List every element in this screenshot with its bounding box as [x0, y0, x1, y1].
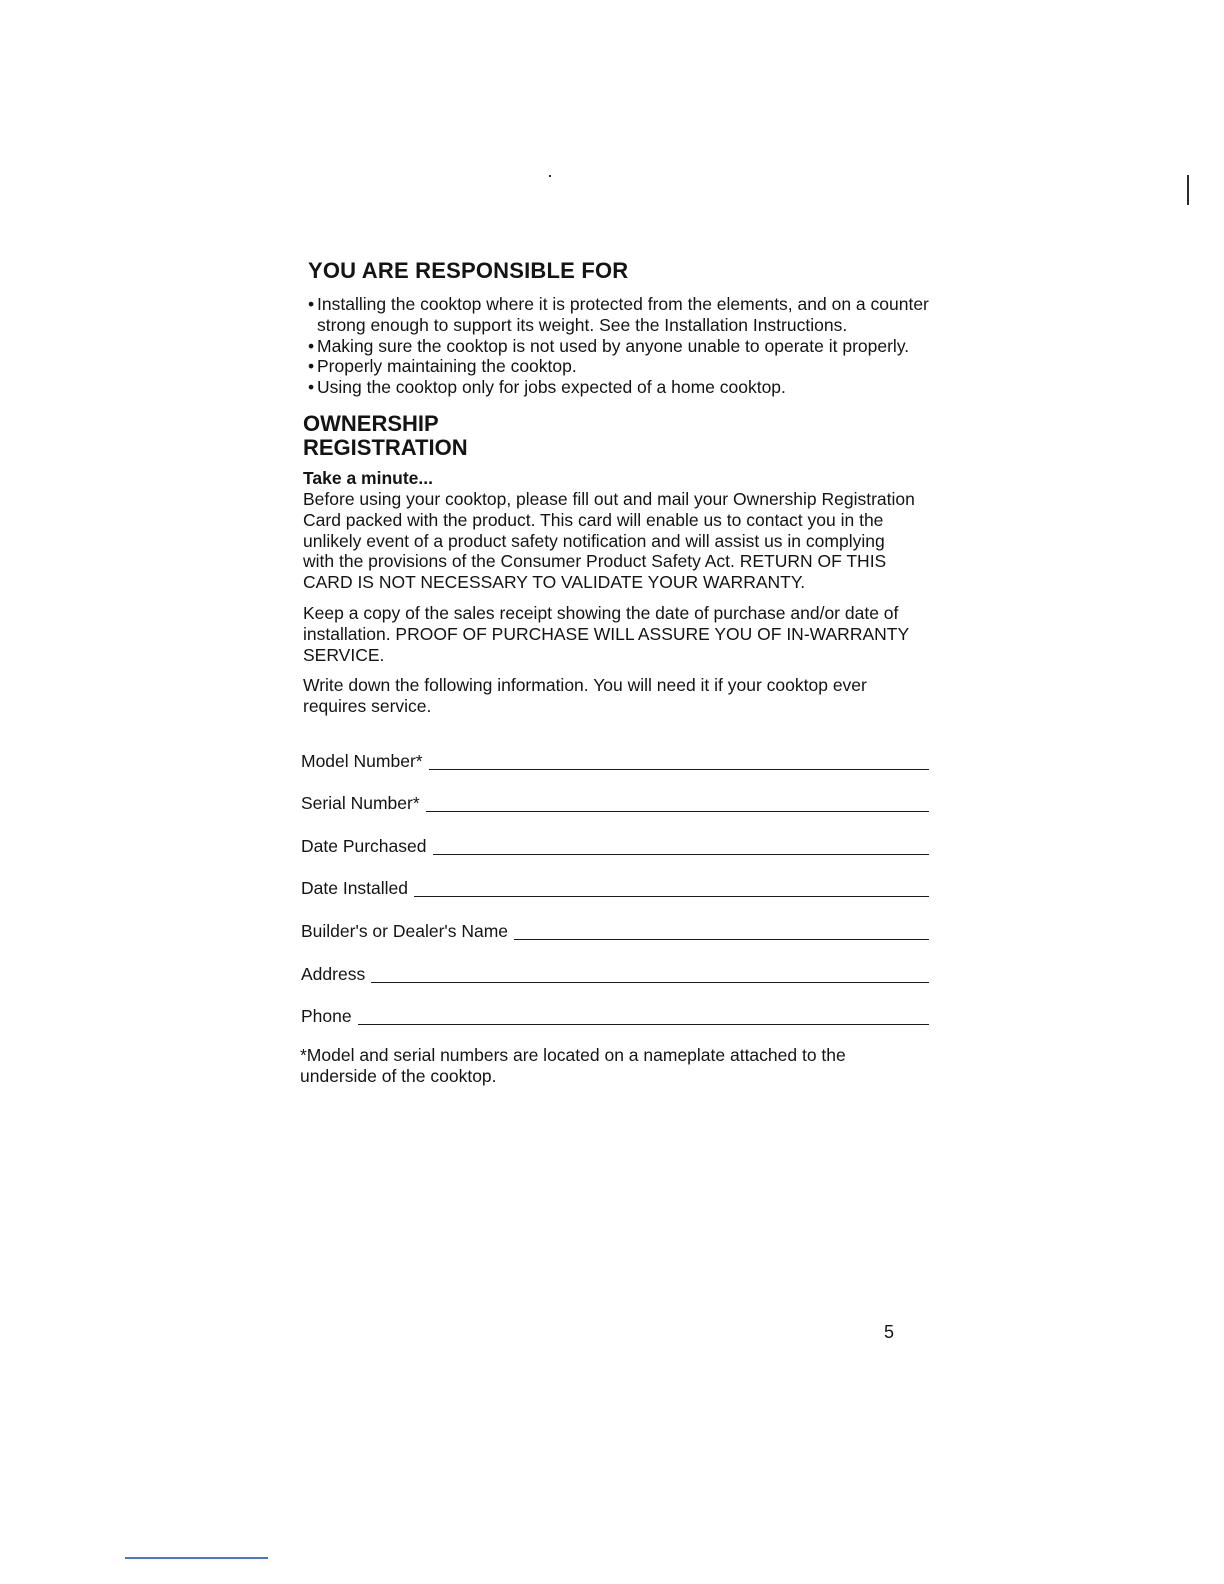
- bullet: •: [308, 294, 315, 314]
- date-installed-field[interactable]: [414, 895, 929, 897]
- list-item: [308, 336, 950, 357]
- dealer-name-row: [301, 903, 929, 946]
- date-installed-label: Date Installed: [301, 878, 409, 899]
- scan-mark-line: [1187, 175, 1189, 205]
- list-item-text: Installing the cooktop where it is protected from the elements, and on a counter strong enough to support its weight. See the Installation Instructions.: [317, 294, 929, 335]
- phone-row: [301, 989, 929, 1032]
- address-row: [301, 946, 929, 989]
- serial-number-field[interactable]: [426, 810, 929, 812]
- registration-paragraph: Before using your cooktop, please fill out and mail your Ownership Registration Card packed with the product. This card will enable us to contact you in the unlikely event of a product safety notification and will assist us in complying with the provisions of the Consumer Product Safety Act. RETURN OF THIS CARD IS NOT NECESSARY TO VALIDATE YOUR WARRANTY.: [303, 488, 915, 593]
- service-info-form: [301, 733, 950, 1031]
- responsible-list: [308, 294, 950, 398]
- address-field[interactable]: [371, 981, 929, 983]
- model-number-row: [301, 733, 929, 776]
- list-item-text: Using the cooktop only for jobs expected of a home cooktop.: [317, 377, 786, 398]
- receipt-paragraph: Keep a copy of the sales receipt showing the date of purchase and/or date of installation. PROOF OF PURCHASE WILL ASSURE YOU OF IN-WARRANTY SERVICE.: [303, 602, 909, 665]
- dealer-name-label: Builder's or Dealer's Name: [301, 920, 509, 941]
- bullet: •: [308, 335, 315, 356]
- phone-label: Phone: [301, 1006, 352, 1027]
- phone-field[interactable]: [358, 1023, 929, 1025]
- registration-subheading: Take a minute...: [303, 467, 433, 488]
- date-purchased-field[interactable]: [433, 853, 930, 855]
- list-item: [308, 356, 950, 377]
- list-item-text: Properly maintaining the cooktop.: [317, 356, 577, 377]
- list-item: [308, 294, 950, 336]
- serial-number-row: [301, 776, 929, 819]
- responsible-heading: YOU ARE RESPONSIBLE FOR: [308, 258, 629, 283]
- footnote: *Model and serial numbers are located on a nameplate attached to the underside of the cooktop.: [300, 1045, 846, 1086]
- page-content: [300, 258, 950, 1087]
- bottom-rule: [125, 1557, 268, 1559]
- address-label: Address: [301, 963, 366, 984]
- date-purchased-row: [301, 818, 929, 861]
- date-purchased-label: Date Purchased: [301, 835, 427, 856]
- bullet: •: [308, 356, 315, 377]
- bullet: •: [308, 377, 315, 398]
- write-down-paragraph: Write down the following information. You will need it if your cooktop ever requires service.: [303, 675, 867, 717]
- registration-heading: OWNERSHIP REGISTRATION: [303, 410, 468, 460]
- serial-number-label: Serial Number*: [301, 793, 420, 814]
- model-number-field[interactable]: [429, 768, 929, 770]
- list-item: [308, 377, 950, 398]
- model-number-label: Model Number*: [301, 750, 423, 771]
- scan-mark-dot: [549, 175, 551, 177]
- list-item-text: Making sure the cooktop is not used by anyone unable to operate it properly.: [317, 335, 910, 356]
- dealer-name-field[interactable]: [514, 938, 929, 940]
- page-number: 5: [884, 1322, 895, 1342]
- date-installed-row: [301, 861, 929, 904]
